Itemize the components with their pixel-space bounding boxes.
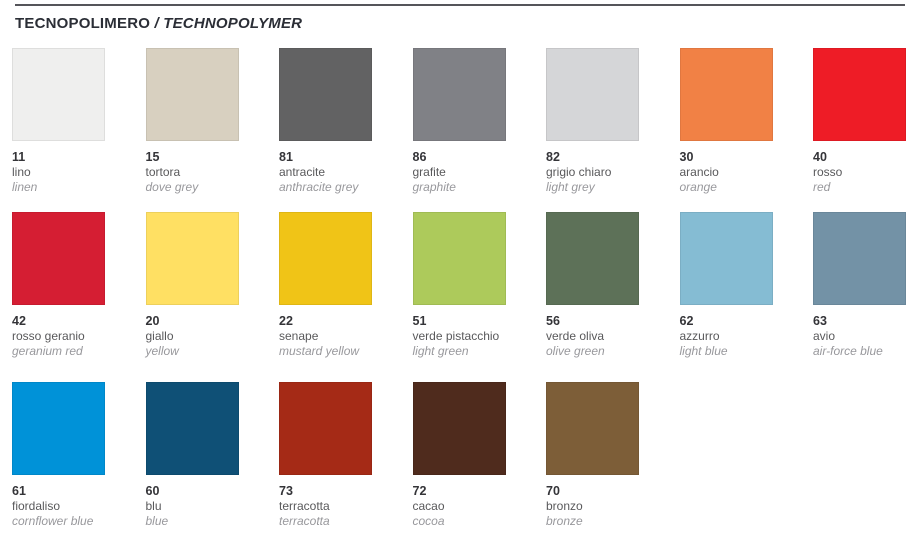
- swatch-name-english: light grey: [546, 180, 595, 194]
- color-swatch: [413, 382, 506, 475]
- page-title: [15, 15, 905, 32]
- swatch-code: 42: [12, 314, 26, 328]
- swatch-cell: [279, 382, 372, 529]
- color-swatch: [12, 212, 105, 305]
- swatch-code: 72: [412, 484, 427, 498]
- chart-header: [15, 0, 905, 32]
- swatch-name-italian: antracite: [279, 165, 326, 179]
- swatch-cell: [546, 48, 639, 212]
- swatch-name-italian: grigio chiaro: [546, 165, 612, 179]
- color-swatch: [12, 382, 105, 475]
- swatch-cell: [413, 212, 506, 382]
- swatch-name-italian: arancio: [679, 165, 719, 179]
- swatch-cell: [413, 48, 506, 212]
- swatch-name-english: terracotta: [279, 514, 330, 528]
- color-swatch: [146, 212, 239, 305]
- swatch-code: 73: [279, 484, 293, 498]
- swatch-name-italian: terracotta: [279, 499, 330, 513]
- color-swatch: [413, 48, 506, 141]
- swatch-name-italian: lino: [12, 165, 31, 179]
- swatch-cell: [813, 212, 906, 382]
- swatch-name-italian: verde pistacchio: [412, 329, 500, 343]
- color-swatch: [146, 382, 239, 475]
- swatch-grid: [12, 48, 918, 529]
- swatch-code: 60: [145, 484, 160, 498]
- title-italian: TECNOPOLIMERO: [15, 15, 151, 32]
- swatch-code: 63: [813, 314, 827, 328]
- swatch-name-english: graphite: [412, 180, 456, 194]
- swatch-name-italian: rosso geranio: [12, 329, 85, 343]
- color-swatch: [680, 212, 773, 305]
- swatch-cell: [279, 212, 372, 382]
- color-swatch: [413, 212, 506, 305]
- swatch-name-english: orange: [679, 180, 717, 194]
- swatch-code: 30: [679, 150, 694, 164]
- swatch-name-italian: giallo: [145, 329, 174, 343]
- color-swatch: [146, 48, 239, 141]
- swatch-cell: [546, 212, 639, 382]
- swatch-name-italian: avio: [813, 329, 836, 343]
- color-swatch: [546, 382, 639, 475]
- swatch-name-english: olive green: [546, 344, 605, 358]
- swatch-name-english: linen: [12, 180, 38, 194]
- swatch-name-english: anthracite grey: [279, 180, 359, 194]
- color-swatch: [546, 212, 639, 305]
- swatch-name-italian: grafite: [412, 165, 446, 179]
- swatch-name-english: bronze: [546, 514, 583, 528]
- color-swatch: [12, 48, 105, 141]
- swatch-name-english: blue: [145, 514, 169, 528]
- swatch-name-english: geranium red: [12, 344, 83, 358]
- swatch-name-italian: fiordaliso: [12, 499, 61, 513]
- swatch-name-italian: senape: [279, 329, 319, 343]
- swatch-name-english: red: [813, 180, 831, 194]
- swatch-row: [12, 48, 918, 212]
- swatch-cell: [546, 382, 639, 529]
- swatch-code: 40: [813, 150, 827, 164]
- color-swatch: [813, 48, 906, 141]
- swatch-name-italian: azzurro: [679, 329, 720, 343]
- swatch-name-italian: cacao: [412, 499, 445, 513]
- color-swatch: [680, 48, 773, 141]
- swatch-cell: [12, 212, 105, 382]
- color-swatch: [279, 382, 372, 475]
- swatch-name-italian: bronzo: [546, 499, 583, 513]
- swatch-code: 15: [145, 150, 160, 164]
- swatch-code: 20: [145, 314, 160, 328]
- swatch-code: 86: [412, 150, 427, 164]
- swatch-name-english: mustard yellow: [279, 344, 360, 358]
- swatch-cell: [413, 382, 506, 529]
- swatch-cell: [680, 212, 773, 382]
- swatch-cell: [146, 48, 239, 212]
- swatch-cell: [146, 212, 239, 382]
- swatch-cell: [12, 382, 105, 529]
- swatch-code: 81: [279, 150, 293, 164]
- swatch-cell: [279, 48, 372, 212]
- color-swatch: [813, 212, 906, 305]
- swatch-code: 61: [12, 484, 26, 498]
- swatch-name-english: yellow: [145, 344, 179, 358]
- swatch-code: 51: [412, 314, 427, 328]
- swatch-code: 70: [546, 484, 560, 498]
- swatch-name-italian: rosso: [813, 165, 843, 179]
- swatch-name-english: cornflower blue: [12, 514, 94, 528]
- swatch-name-italian: verde oliva: [546, 329, 605, 343]
- title-separator: /: [150, 15, 164, 32]
- swatch-row: [12, 382, 918, 529]
- swatch-name-english: light blue: [679, 344, 728, 358]
- swatch-code: 22: [279, 314, 293, 328]
- swatch-name-english: dove grey: [145, 180, 199, 194]
- swatch-cell: [680, 48, 773, 212]
- swatch-row: [12, 212, 918, 382]
- swatch-code: 62: [679, 314, 694, 328]
- title-english: TECHNOPOLYMER: [163, 15, 303, 32]
- swatch-name-english: cocoa: [412, 514, 445, 528]
- swatch-name-italian: blu: [145, 499, 162, 513]
- color-swatch: [279, 212, 372, 305]
- swatch-code: 11: [12, 150, 26, 164]
- swatch-code: 82: [546, 150, 560, 164]
- color-swatch: [279, 48, 372, 141]
- color-swatch: [546, 48, 639, 141]
- swatch-cell: [146, 382, 239, 529]
- swatch-cell: [12, 48, 105, 212]
- swatch-name-italian: tortora: [145, 165, 181, 179]
- swatch-code: 56: [546, 314, 560, 328]
- swatch-name-english: air-force blue: [813, 344, 883, 358]
- swatch-cell: [813, 48, 906, 212]
- swatch-name-english: light green: [412, 344, 469, 358]
- header-rule: [15, 4, 905, 6]
